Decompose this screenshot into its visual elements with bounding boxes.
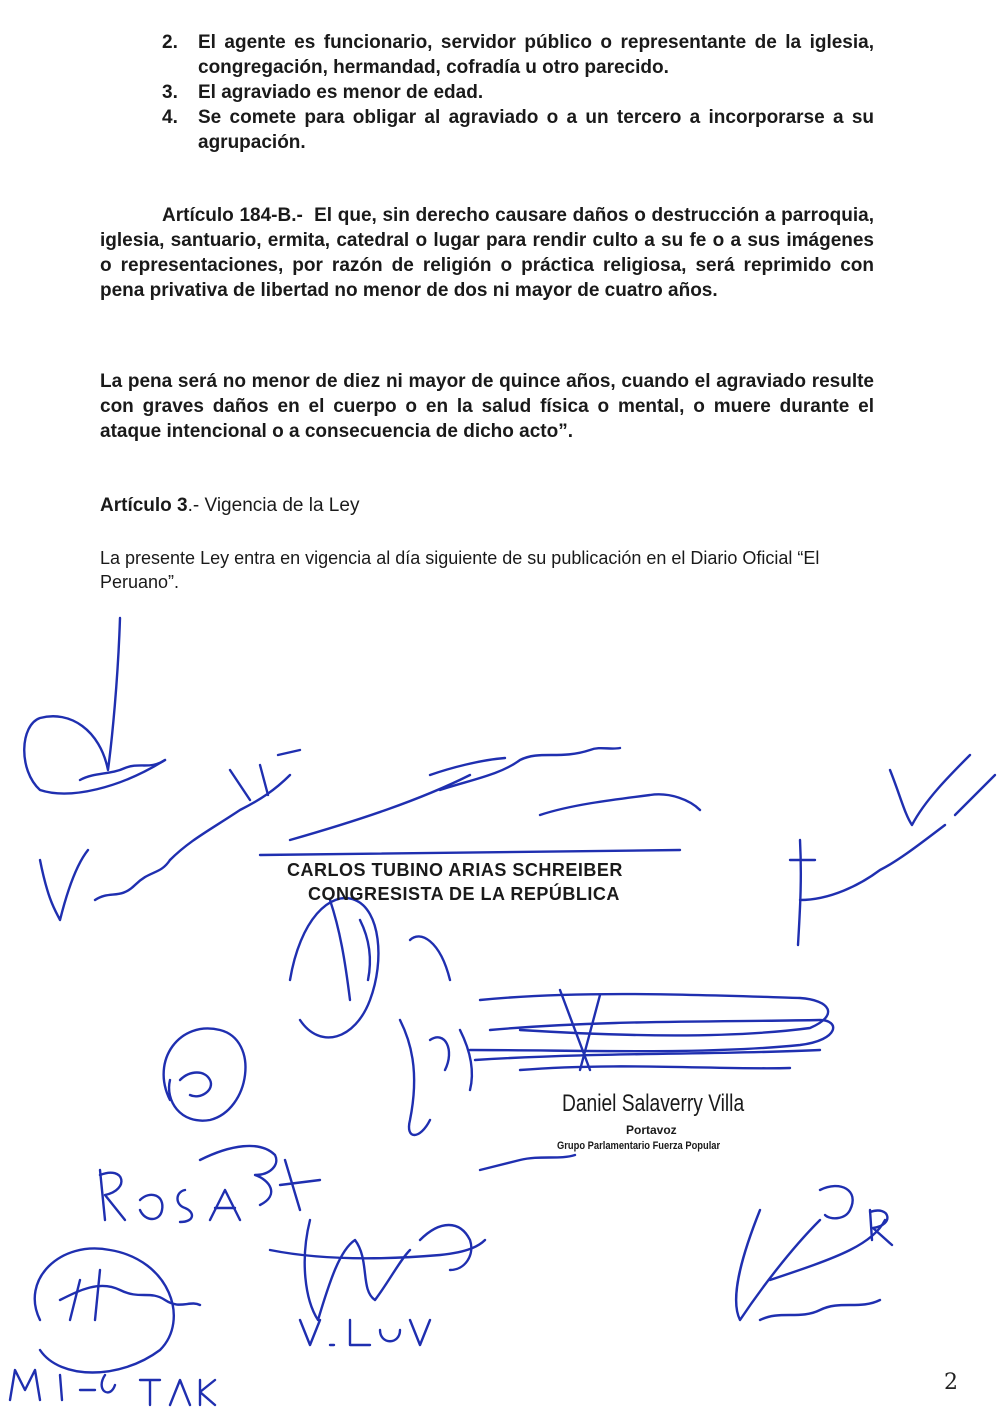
article-184b-text: El que, sin derecho causare daños o destrucción a parroquia, iglesia, santuario, ermita, catedral o lugar para rendir culto a su fe o a sus imágenes o representaciones, por razón de religión o práctica religiosa, será reprimido con pena privativa de libertad no menor de dos ni mayor de cuatro años. xyxy=(100,205,874,301)
aggravated-penalty-paragraph: La pena será no menor de diez ni mayor de quince años, cuando el agraviado resulte con graves daños en el cuerpo o en la salud física o mental, o muere durante el ataque intencional o a consecuencia de dicho acto”. xyxy=(100,371,874,442)
article-3-text: La presente Ley entra en vigencia al día siguiente de su publicación en el Diario Oficial “El Peruano”. xyxy=(100,548,820,592)
main-signer-title: CONGRESISTA DE LA REPÚBLICA xyxy=(308,884,620,904)
list-item-text: El agraviado es menor de edad. xyxy=(198,82,484,103)
list-item-text: Se comete para obligar al agraviado o a un tercero a incorporarse a su agrupación. xyxy=(198,107,874,153)
list-item-number: 3. xyxy=(162,82,178,103)
signatures-area xyxy=(0,600,1000,1409)
article-184b-paragraph xyxy=(100,203,874,303)
list-item-text: El agente es funcionario, servidor público o representante de la iglesia, congregación, hermandad, cofradía u otro parecido. xyxy=(198,32,874,78)
signature-milagros-takayama xyxy=(10,1248,215,1405)
list-item-number: 2. xyxy=(162,32,178,53)
stamp-group: Grupo Parlamentario Fuerza Popular xyxy=(557,1140,721,1152)
signature-v-letona xyxy=(270,1220,485,1345)
page-number: 2 xyxy=(944,1370,958,1395)
signature-rosa-bartra xyxy=(100,1028,320,1222)
signature-del-aguila xyxy=(290,898,575,1170)
list-item xyxy=(162,30,874,80)
list-item xyxy=(162,80,874,105)
stamp-name: Daniel Salaverry Villa xyxy=(562,1090,745,1117)
article-3-heading xyxy=(100,493,874,518)
signature-daniel-salaverry xyxy=(470,990,833,1070)
list-item-number: 4. xyxy=(162,107,178,128)
article-3-title: .- Vigencia de la Ley xyxy=(187,495,360,516)
article-3-label: Artículo 3 xyxy=(100,495,188,516)
signature-victor-albrecht xyxy=(24,618,300,920)
list-item xyxy=(162,105,874,155)
stamp-role: Portavoz xyxy=(626,1123,677,1137)
signature-carlos-tubino xyxy=(260,748,700,855)
signature-chacon xyxy=(736,1186,892,1320)
article-184b-label: Artículo 184-B.- xyxy=(162,205,303,226)
numbered-list xyxy=(162,30,874,155)
signature-paloma-noceda xyxy=(790,755,995,945)
main-signer-name: CARLOS TUBINO ARIAS SCHREIBER xyxy=(287,860,623,880)
